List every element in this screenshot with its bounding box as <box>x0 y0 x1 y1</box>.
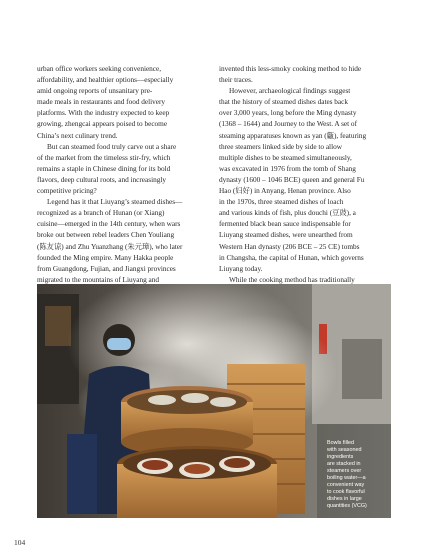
text-line: flavors, deep cultural roots, and increasingly <box>37 174 166 184</box>
text-line: multiple dishes to be steamed simultaneously, <box>219 152 352 162</box>
text-line: platforms. With the industry expected to keep <box>37 108 170 118</box>
text-line: recognized as a branch of Hunan (or Xiang) <box>37 208 165 218</box>
text-line: Liuyang steamed dishes, were unearthed from <box>219 230 353 240</box>
text-line: steaming apparatuses known as yan (甗), featuring <box>219 130 367 140</box>
caption-line: are stacked in <box>327 461 361 467</box>
text-line: three steamers linked side by side to allow <box>219 141 342 151</box>
text-line: Western Han dynasty (206 BCE – 25 CE) tombs <box>219 241 360 251</box>
caption-line: convenient way <box>327 482 365 488</box>
right-text-column <box>219 63 391 285</box>
text-line: broke out between rebel leaders Chen Youliang <box>37 230 175 240</box>
text-line: fermented black bean sauce indispensable for <box>219 219 351 229</box>
text-line: While the cooking method has traditionally <box>229 274 355 284</box>
text-line: and various kinds of fish, plus douchi (豆豉), a <box>219 208 356 218</box>
text-line: (1368 – 1644) and Journey to the West. A set of <box>219 119 357 129</box>
text-line: in Changsha, the capital of Hunan, which governs <box>219 252 364 262</box>
text-line: remains a staple in Chinese dining for its bold <box>37 163 171 173</box>
text-line: amid ongoing reports of unsanitary pre- <box>37 86 153 96</box>
text-line: China’s next culinary trend. <box>37 130 118 140</box>
text-line: Legend has it that Liuyang’s steamed dishes— <box>47 197 183 207</box>
text-line: Liuyang today. <box>219 263 263 273</box>
text-line: founded the Ming empire. Many Hakka people <box>37 252 174 262</box>
caption-line: steamers over <box>327 468 362 474</box>
text-line: cuisine—emerged in the 14th century, when wars <box>37 219 181 229</box>
text-line: of the market from the timeless stir-fry, which <box>37 152 171 162</box>
caption-line: boiling water—a <box>327 475 366 481</box>
text-line: urban office workers seeking convenience, <box>37 64 162 73</box>
text-line: over 3,000 years, long before the Ming dynasty <box>219 108 357 118</box>
text-line: that the history of steamed dishes dates back <box>219 97 348 107</box>
text-line: Hao (妇好) in Anyang, Henan province. Also <box>219 186 351 196</box>
text-line: was excavated in 1976 from the tomb of Shang <box>219 163 356 173</box>
text-line: But can steamed food truly carve out a share <box>47 141 177 151</box>
caption-line: with seasoned <box>327 447 362 453</box>
caption-line: to cook flavorful <box>327 489 365 495</box>
text-line: from Guangdong, Fujian, and Jiangxi provinces <box>37 263 176 273</box>
caption-line: ingredients <box>327 454 354 460</box>
photo-caption <box>327 440 383 510</box>
caption-line: dishes in large <box>327 496 362 502</box>
text-line: dynasty (1600 – 1046 BCE) queen and general Fu <box>219 174 365 184</box>
page-number: 104 <box>14 538 26 547</box>
text-line: in the 1970s, three steamed dishes of loach <box>219 197 344 207</box>
text-line: their traces. <box>219 75 253 85</box>
caption-line: quantities (VCG) <box>327 503 367 509</box>
caption-line: Bowls filled <box>327 440 354 446</box>
text-line: (陈友谅) and Zhu Yuanzhang (朱元璋), who later <box>37 241 183 251</box>
left-text-column <box>37 63 209 285</box>
text-line: made meals in restaurants and food delivery <box>37 97 166 107</box>
text-line: migrated to the mountains of Liuyang and <box>37 274 160 284</box>
text-line: However, archaeological findings suggest <box>229 86 351 96</box>
text-line: invented this less-smoky cooking method to hide <box>219 64 362 73</box>
text-line: affordability, and healthier options—especially <box>37 75 174 85</box>
text-line: growing, zhengcai appears poised to become <box>37 119 168 129</box>
text-line: competitive pricing? <box>37 186 97 196</box>
